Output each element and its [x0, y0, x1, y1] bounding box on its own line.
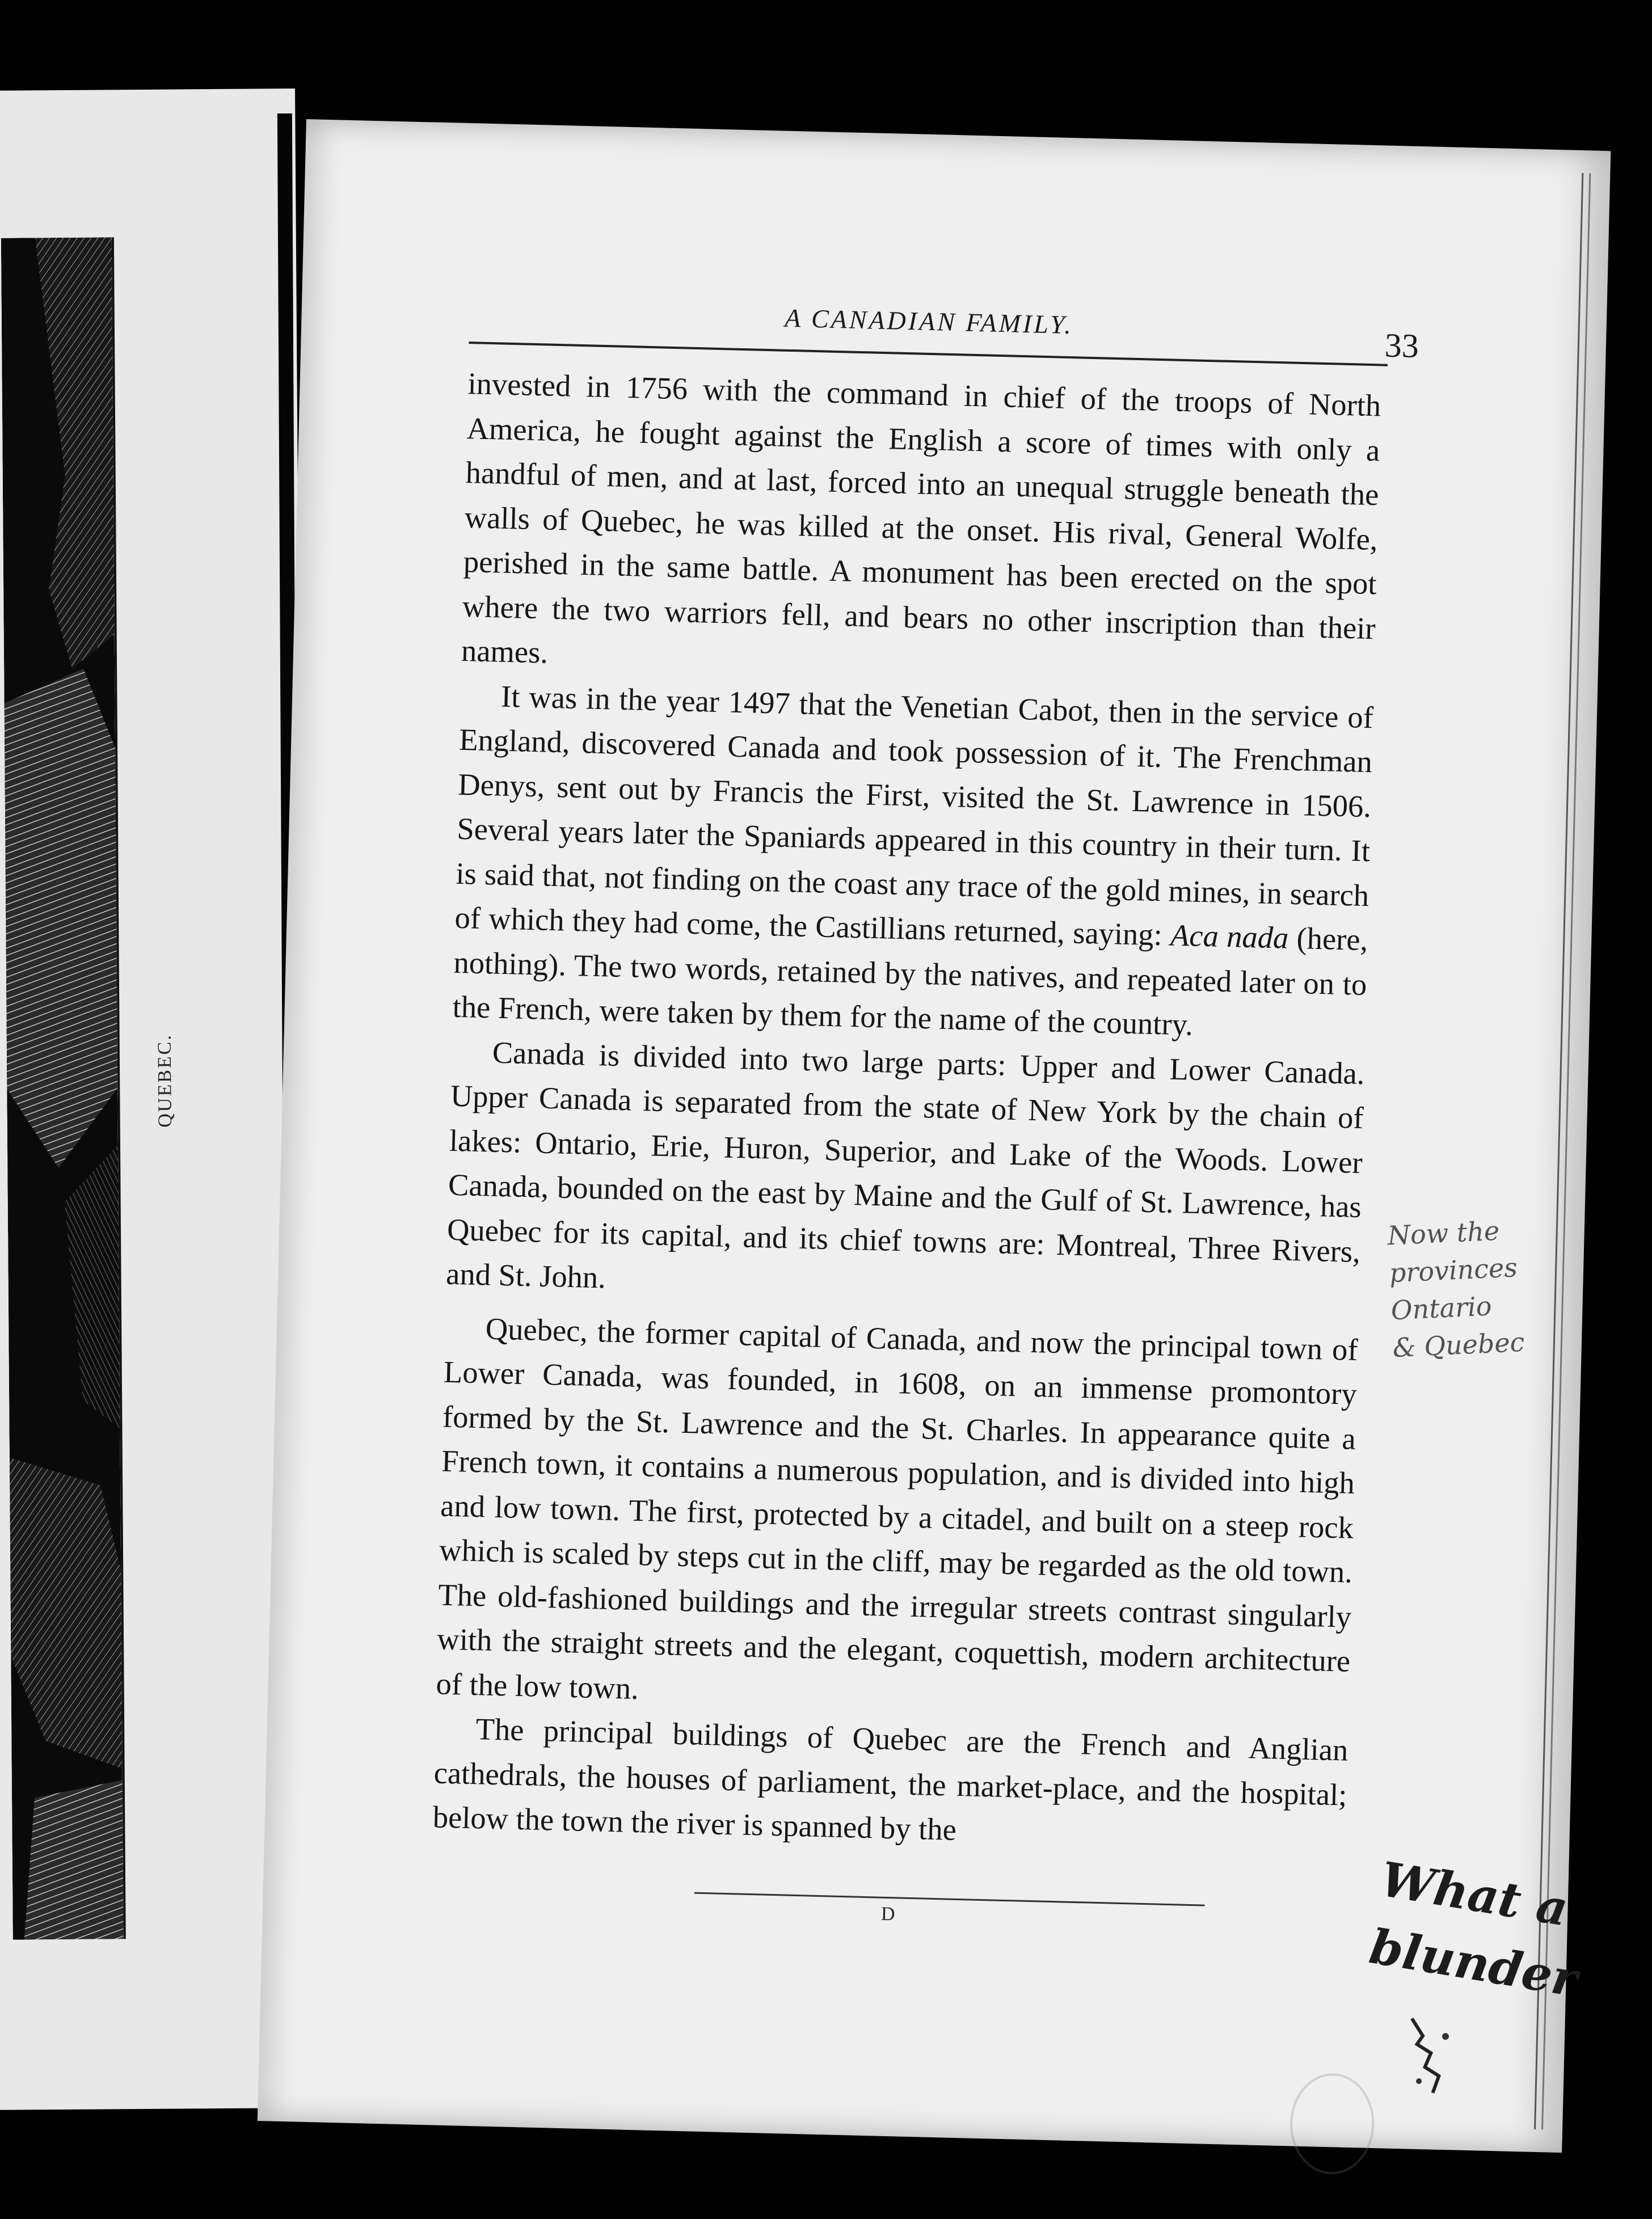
note-line: Now the — [1386, 1215, 1501, 1251]
paragraph-2-italic-phrase: Aca nada — [1170, 917, 1289, 955]
note-line: provinces — [1388, 1252, 1518, 1289]
note-line: blunder — [1366, 1918, 1582, 2008]
body-text — [432, 361, 1381, 1862]
note-line: & Quebec — [1392, 1326, 1525, 1364]
page-number: 33 — [1384, 326, 1419, 365]
engraving-illustration — [1, 237, 126, 1939]
note-line: What a — [1376, 1850, 1572, 1937]
handwritten-margin-note-provinces — [1386, 1211, 1525, 1366]
paragraph-2-text-a: It was in the year 1497 that the Venetian Cabot, then in the service of England, discovered Canada and took possession of it. The Frenchman Denys, sent out by Francis the First, visited the St. Lawrence in 1506. Several years later the Spaniards appeared in this country in their turn. It is said that, not finding on the coast any trace of the gold mines, in search of which they had come, the Castillians returned, saying: — [454, 678, 1374, 952]
running-title: A CANADIAN FAMILY. — [784, 303, 1074, 340]
ink-smudge — [1398, 2013, 1469, 2105]
paragraph-5: The principal buildings of Quebec are the French and Anglian cathedrals, the houses of parliament, the market-place, and the hospital; below the town the river is spanned by the — [432, 1711, 1349, 1847]
handwritten-margin-note-blunder — [1365, 1845, 1594, 2014]
paragraph-2-text-b: (here, nothing). The two words, retained by the natives, and repeated later on to the French, were taken by them for the name of the country. — [452, 921, 1368, 1042]
plate-caption: QUEBEC. — [154, 1033, 176, 1128]
paragraph-2 — [452, 673, 1374, 1051]
right-page — [258, 119, 1611, 2153]
footer-rule — [694, 1892, 1205, 1906]
paragraph-1: invested in 1756 with the command in chief of the troops of North America, he fought against the English a score of times with only a handful of men, and at last, forced into an unequal struggle beneath the walls of Quebec, he was killed at the onset. His rival, General Wolfe, perished in the same battle. A monument has been erected on the spot where the two warriors fell, and bears no other inscription than their names. — [461, 366, 1381, 670]
engraving-drawing — [1, 237, 124, 1939]
paragraph-3: Canada is divided into two large parts: Upper and Lower Canada. Upper Canada is separated from the state of New York by the chain of lakes: Ontario, Erie, Huron, Superior, and Lake of the Woods. Lower Canada, bounded on the east by Maine and the Gulf of St. Lawrence, has Quebec for its capital, and its chief towns are: Montreal, Three Rivers, and St. John. — [445, 1035, 1366, 1295]
page-edge — [1534, 173, 1591, 2129]
left-page — [0, 88, 309, 2110]
signature-mark: D — [880, 1903, 896, 1925]
faint-stamp-mark — [1289, 2072, 1375, 2175]
paragraph-4: Quebec, the former capital of Canada, and now the principal town of Lower Canada, was founded, in 1608, on an immense promontory formed by the St. Lawrence and the St. Charles. In appearance quite a French town, it contains a numerous population, and is divided into high and low town. The first, protected by a citadel, and built on a steep rock which is scaled by steps cut in the cliff, may be regarded as the old town. The old-fashioned buildings and the irregular streets contrast singularly with the straight streets and the elegant, coquettish, modern architecture of the low town. — [435, 1310, 1359, 1706]
running-head — [469, 285, 1389, 366]
note-line: Ontario — [1390, 1290, 1493, 1326]
